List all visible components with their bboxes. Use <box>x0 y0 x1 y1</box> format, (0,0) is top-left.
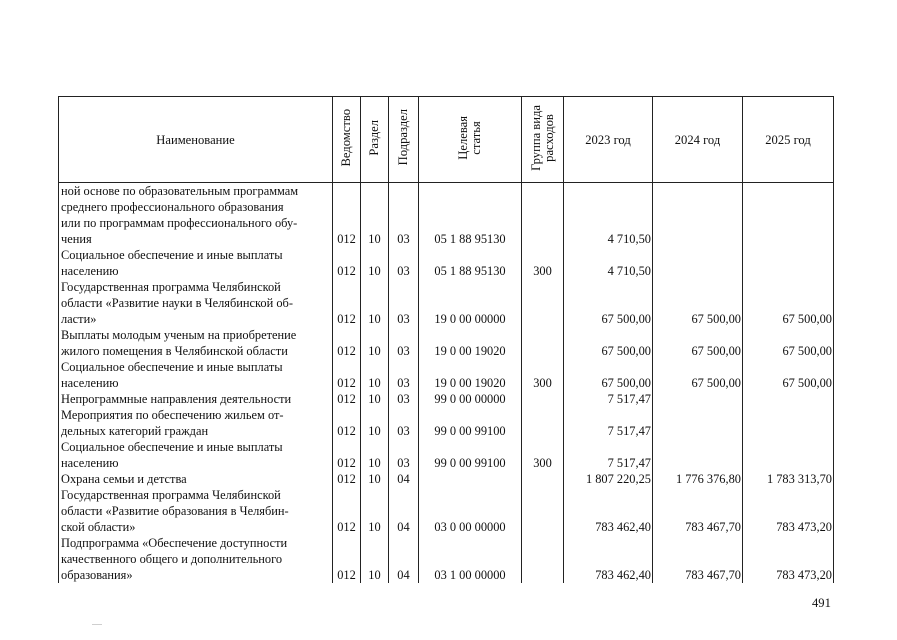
row-value-2025: 1 783 313,70 <box>743 471 834 487</box>
row-value-2024 <box>653 439 743 471</box>
row-name-line: ласти» <box>61 312 97 326</box>
header-2024: 2024 год <box>653 97 743 183</box>
row-value-2023: 4 710,50 <box>564 183 653 248</box>
row-celevaya-statya: 99 0 00 99100 <box>419 439 522 471</box>
row-celevaya-statya: 19 0 00 19020 <box>419 359 522 391</box>
row-podrazdel: 03 <box>389 391 419 407</box>
row-value-2023: 783 462,40 <box>564 487 653 535</box>
row-vedomstvo: 012 <box>333 183 361 248</box>
row-vedomstvo: 012 <box>333 327 361 359</box>
row-gruppa-vida <box>522 391 564 407</box>
row-podrazdel: 03 <box>389 279 419 327</box>
header-vedomstvo: Ведомство <box>333 97 361 183</box>
row-vedomstvo: 012 <box>333 535 361 583</box>
table-row <box>59 487 834 535</box>
row-value-2024: 783 467,70 <box>653 535 743 583</box>
table-row <box>59 183 834 248</box>
row-name <box>59 535 333 583</box>
row-value-2024 <box>653 183 743 248</box>
row-celevaya-statya: 99 0 00 99100 <box>419 407 522 439</box>
row-gruppa-vida <box>522 471 564 487</box>
row-name <box>59 359 333 391</box>
row-razdel: 10 <box>361 279 389 327</box>
row-name-line: образования» <box>61 568 133 582</box>
table-row <box>59 439 834 471</box>
page-number: 491 <box>812 596 831 610</box>
row-podrazdel: 04 <box>389 535 419 583</box>
row-value-2024: 1 776 376,80 <box>653 471 743 487</box>
row-name <box>59 487 333 535</box>
header-podrazdel: Подраздел <box>389 97 419 183</box>
row-gruppa-vida: 300 <box>522 359 564 391</box>
row-podrazdel: 03 <box>389 183 419 248</box>
row-value-2024 <box>653 391 743 407</box>
row-value-2023: 7 517,47 <box>564 391 653 407</box>
row-value-2024: 67 500,00 <box>653 359 743 391</box>
row-value-2023: 7 517,47 <box>564 407 653 439</box>
row-name-line: Государственная программа Челябинской <box>61 488 281 502</box>
row-name <box>59 471 333 487</box>
row-name-line: качественного общего и дополнительного <box>61 552 283 566</box>
table-row <box>59 247 834 279</box>
row-name-line: населению <box>61 376 119 390</box>
row-gruppa-vida <box>522 183 564 248</box>
header-celevaya-statya: Целевая статья <box>419 97 522 183</box>
row-razdel: 10 <box>361 439 389 471</box>
row-podrazdel: 03 <box>389 439 419 471</box>
row-value-2023: 67 500,00 <box>564 327 653 359</box>
budget-table <box>58 96 834 583</box>
row-value-2024 <box>653 247 743 279</box>
row-name-line: Непрограммные направления деятельности <box>61 392 292 406</box>
row-gruppa-vida <box>522 407 564 439</box>
row-podrazdel: 03 <box>389 327 419 359</box>
row-podrazdel: 04 <box>389 471 419 487</box>
row-vedomstvo: 012 <box>333 279 361 327</box>
row-razdel: 10 <box>361 247 389 279</box>
row-value-2025 <box>743 439 834 471</box>
row-vedomstvo: 012 <box>333 247 361 279</box>
row-value-2023: 7 517,47 <box>564 439 653 471</box>
row-celevaya-statya: 05 1 88 95130 <box>419 183 522 248</box>
row-celevaya-statya: 05 1 88 95130 <box>419 247 522 279</box>
row-value-2024: 67 500,00 <box>653 279 743 327</box>
row-name-line: населению <box>61 456 119 470</box>
row-podrazdel: 03 <box>389 359 419 391</box>
row-razdel: 10 <box>361 471 389 487</box>
row-celevaya-statya: 19 0 00 00000 <box>419 279 522 327</box>
row-name <box>59 407 333 439</box>
row-gruppa-vida <box>522 535 564 583</box>
row-razdel: 10 <box>361 535 389 583</box>
row-razdel: 10 <box>361 359 389 391</box>
row-name-line: среднего профессионального образования <box>61 200 284 214</box>
row-vedomstvo: 012 <box>333 407 361 439</box>
table-body <box>59 183 834 584</box>
row-value-2023: 1 807 220,25 <box>564 471 653 487</box>
header-2025: 2025 год <box>743 97 834 183</box>
row-celevaya-statya: 03 1 00 00000 <box>419 535 522 583</box>
row-vedomstvo: 012 <box>333 439 361 471</box>
row-razdel: 10 <box>361 391 389 407</box>
table-row <box>59 279 834 327</box>
row-value-2025 <box>743 183 834 248</box>
header-2023: 2023 год <box>564 97 653 183</box>
row-vedomstvo: 012 <box>333 471 361 487</box>
row-podrazdel: 03 <box>389 407 419 439</box>
row-podrazdel: 03 <box>389 247 419 279</box>
row-razdel: 10 <box>361 327 389 359</box>
header-gruppa-vida-raskhodov: Группа вида расходов <box>522 97 564 183</box>
table-row <box>59 359 834 391</box>
row-value-2024: 783 467,70 <box>653 487 743 535</box>
row-name <box>59 279 333 327</box>
row-name-line: Подпрограмма «Обеспечение доступности <box>61 536 288 550</box>
row-celevaya-statya: 99 0 00 00000 <box>419 391 522 407</box>
row-name-line: области «Развитие науки в Челябинской об- <box>61 296 293 310</box>
table-row <box>59 535 834 583</box>
row-name <box>59 391 333 407</box>
row-name-line: населению <box>61 264 119 278</box>
table-row <box>59 407 834 439</box>
row-razdel: 10 <box>361 487 389 535</box>
row-value-2023: 4 710,50 <box>564 247 653 279</box>
row-razdel: 10 <box>361 183 389 248</box>
row-vedomstvo: 012 <box>333 487 361 535</box>
row-name <box>59 247 333 279</box>
row-gruppa-vida <box>522 327 564 359</box>
row-value-2025 <box>743 247 834 279</box>
row-name-line: дельных категорий граждан <box>61 424 209 438</box>
row-value-2025: 67 500,00 <box>743 279 834 327</box>
row-name-line: жилого помещения в Челябинской области <box>61 344 288 358</box>
row-name-line: Государственная программа Челябинской <box>61 280 281 294</box>
row-name <box>59 439 333 471</box>
row-name <box>59 327 333 359</box>
row-name <box>59 183 333 248</box>
row-vedomstvo: 012 <box>333 359 361 391</box>
row-value-2023: 783 462,40 <box>564 535 653 583</box>
row-name-line: ной основе по образовательным программам <box>61 184 299 198</box>
row-value-2025: 67 500,00 <box>743 327 834 359</box>
row-name-line: ской области» <box>61 520 136 534</box>
row-value-2023: 67 500,00 <box>564 359 653 391</box>
row-gruppa-vida: 300 <box>522 247 564 279</box>
row-value-2025: 67 500,00 <box>743 359 834 391</box>
scan-artifact <box>92 624 102 625</box>
row-value-2024 <box>653 407 743 439</box>
table-header <box>59 97 834 183</box>
row-name-line: Социальное обеспечение и иные выплаты <box>61 440 283 454</box>
row-celevaya-statya: 03 0 00 00000 <box>419 487 522 535</box>
row-name-line: области «Развитие образования в Челябин- <box>61 504 289 518</box>
row-name-line: Выплаты молодым ученым на приобретение <box>61 328 297 342</box>
row-value-2025: 783 473,20 <box>743 535 834 583</box>
row-value-2025 <box>743 407 834 439</box>
header-name: Наименование <box>59 97 333 183</box>
header-razdel: Раздел <box>361 97 389 183</box>
row-gruppa-vida <box>522 279 564 327</box>
row-celevaya-statya <box>419 471 522 487</box>
row-value-2023: 67 500,00 <box>564 279 653 327</box>
row-razdel: 10 <box>361 407 389 439</box>
row-name-line: Социальное обеспечение и иные выплаты <box>61 248 283 262</box>
table-row <box>59 391 834 407</box>
row-value-2025: 783 473,20 <box>743 487 834 535</box>
row-celevaya-statya: 19 0 00 19020 <box>419 327 522 359</box>
row-name-line: чения <box>61 232 92 246</box>
row-name-line: Охрана семьи и детства <box>61 472 187 486</box>
row-name-line: Мероприятия по обеспечению жильем от- <box>61 408 284 422</box>
table-row <box>59 327 834 359</box>
row-value-2024: 67 500,00 <box>653 327 743 359</box>
row-value-2025 <box>743 391 834 407</box>
row-name-line: Социальное обеспечение и иные выплаты <box>61 360 283 374</box>
row-podrazdel: 04 <box>389 487 419 535</box>
row-gruppa-vida: 300 <box>522 439 564 471</box>
row-vedomstvo: 012 <box>333 391 361 407</box>
row-gruppa-vida <box>522 487 564 535</box>
row-name-line: или по программам профессионального обу- <box>61 216 298 230</box>
table-row <box>59 471 834 487</box>
